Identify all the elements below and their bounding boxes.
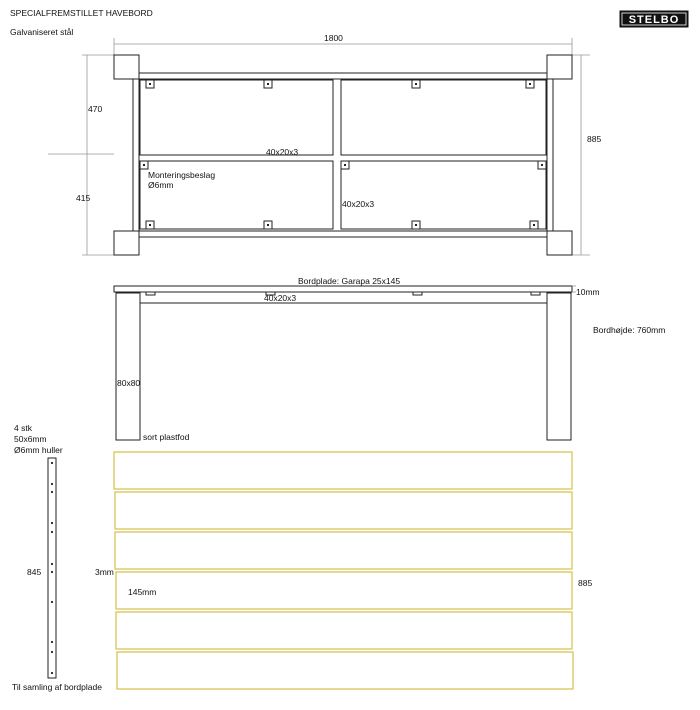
side-leg-right	[547, 293, 571, 440]
plank-gap-label: 3mm	[95, 567, 114, 577]
leg-size-label: 80x80	[117, 378, 141, 388]
plank-6	[117, 652, 573, 689]
table-height-label: Bordhøjde: 760mm	[593, 325, 666, 335]
plank-2	[115, 492, 572, 529]
tabletop	[114, 286, 572, 292]
width-label: 1800	[324, 33, 343, 43]
tabletop-thickness-label: 10mm	[576, 287, 600, 297]
depth-lower-label: 415	[76, 193, 91, 203]
plank-4	[116, 572, 572, 609]
material-note: Galvaniseret stål	[10, 27, 74, 37]
tabletop-label: Bordplade: Garapa 25x145	[298, 276, 401, 286]
leg-top-right	[547, 55, 572, 79]
side-rail-label: 40x20x3	[264, 293, 297, 303]
side-rail	[140, 292, 547, 303]
stelbo-logo	[620, 11, 688, 27]
leg-top-left	[114, 55, 139, 79]
rail-label-top: 40x20x3	[266, 147, 299, 157]
side-view	[114, 276, 665, 442]
rail-box-top-right	[341, 80, 546, 155]
svg-text:STELBO: STELBO	[628, 14, 680, 26]
leg-bottom-left	[114, 231, 139, 255]
strip-quantity: 4 stk	[14, 423, 32, 433]
plank-5	[116, 612, 572, 649]
connection-strip	[12, 423, 102, 692]
plank-total-label: 885	[578, 578, 593, 588]
strip-caption: Til samling af bordplade	[12, 682, 102, 692]
plank-1	[114, 452, 572, 489]
strip-size: 50x6mm	[14, 434, 47, 444]
drawing-title: SPECIALFREMSTILLET HAVEBORD	[10, 8, 153, 18]
top-view	[48, 33, 601, 255]
bracket-size-label: Ø6mm	[148, 180, 174, 190]
rail-box-bottom-right	[341, 161, 546, 229]
strip-length-label: 845	[27, 567, 42, 577]
plank-width-label: 145mm	[128, 587, 157, 597]
leg-bottom-right	[547, 231, 572, 255]
strip-holes: Ø6mm huller	[14, 445, 63, 455]
tabletop-planks	[95, 452, 592, 689]
depth-total-label: 885	[587, 134, 602, 144]
rail-label-right: 40x20x3	[342, 199, 375, 209]
depth-upper-label: 470	[88, 104, 103, 114]
rail-box-top-left	[140, 80, 333, 155]
side-leg-left	[116, 293, 140, 440]
foot-label: sort plastfod	[143, 432, 190, 442]
plank-3	[115, 532, 572, 569]
flat-bar-holes	[51, 462, 53, 674]
bracket-label: Monteringsbeslag	[148, 170, 216, 180]
